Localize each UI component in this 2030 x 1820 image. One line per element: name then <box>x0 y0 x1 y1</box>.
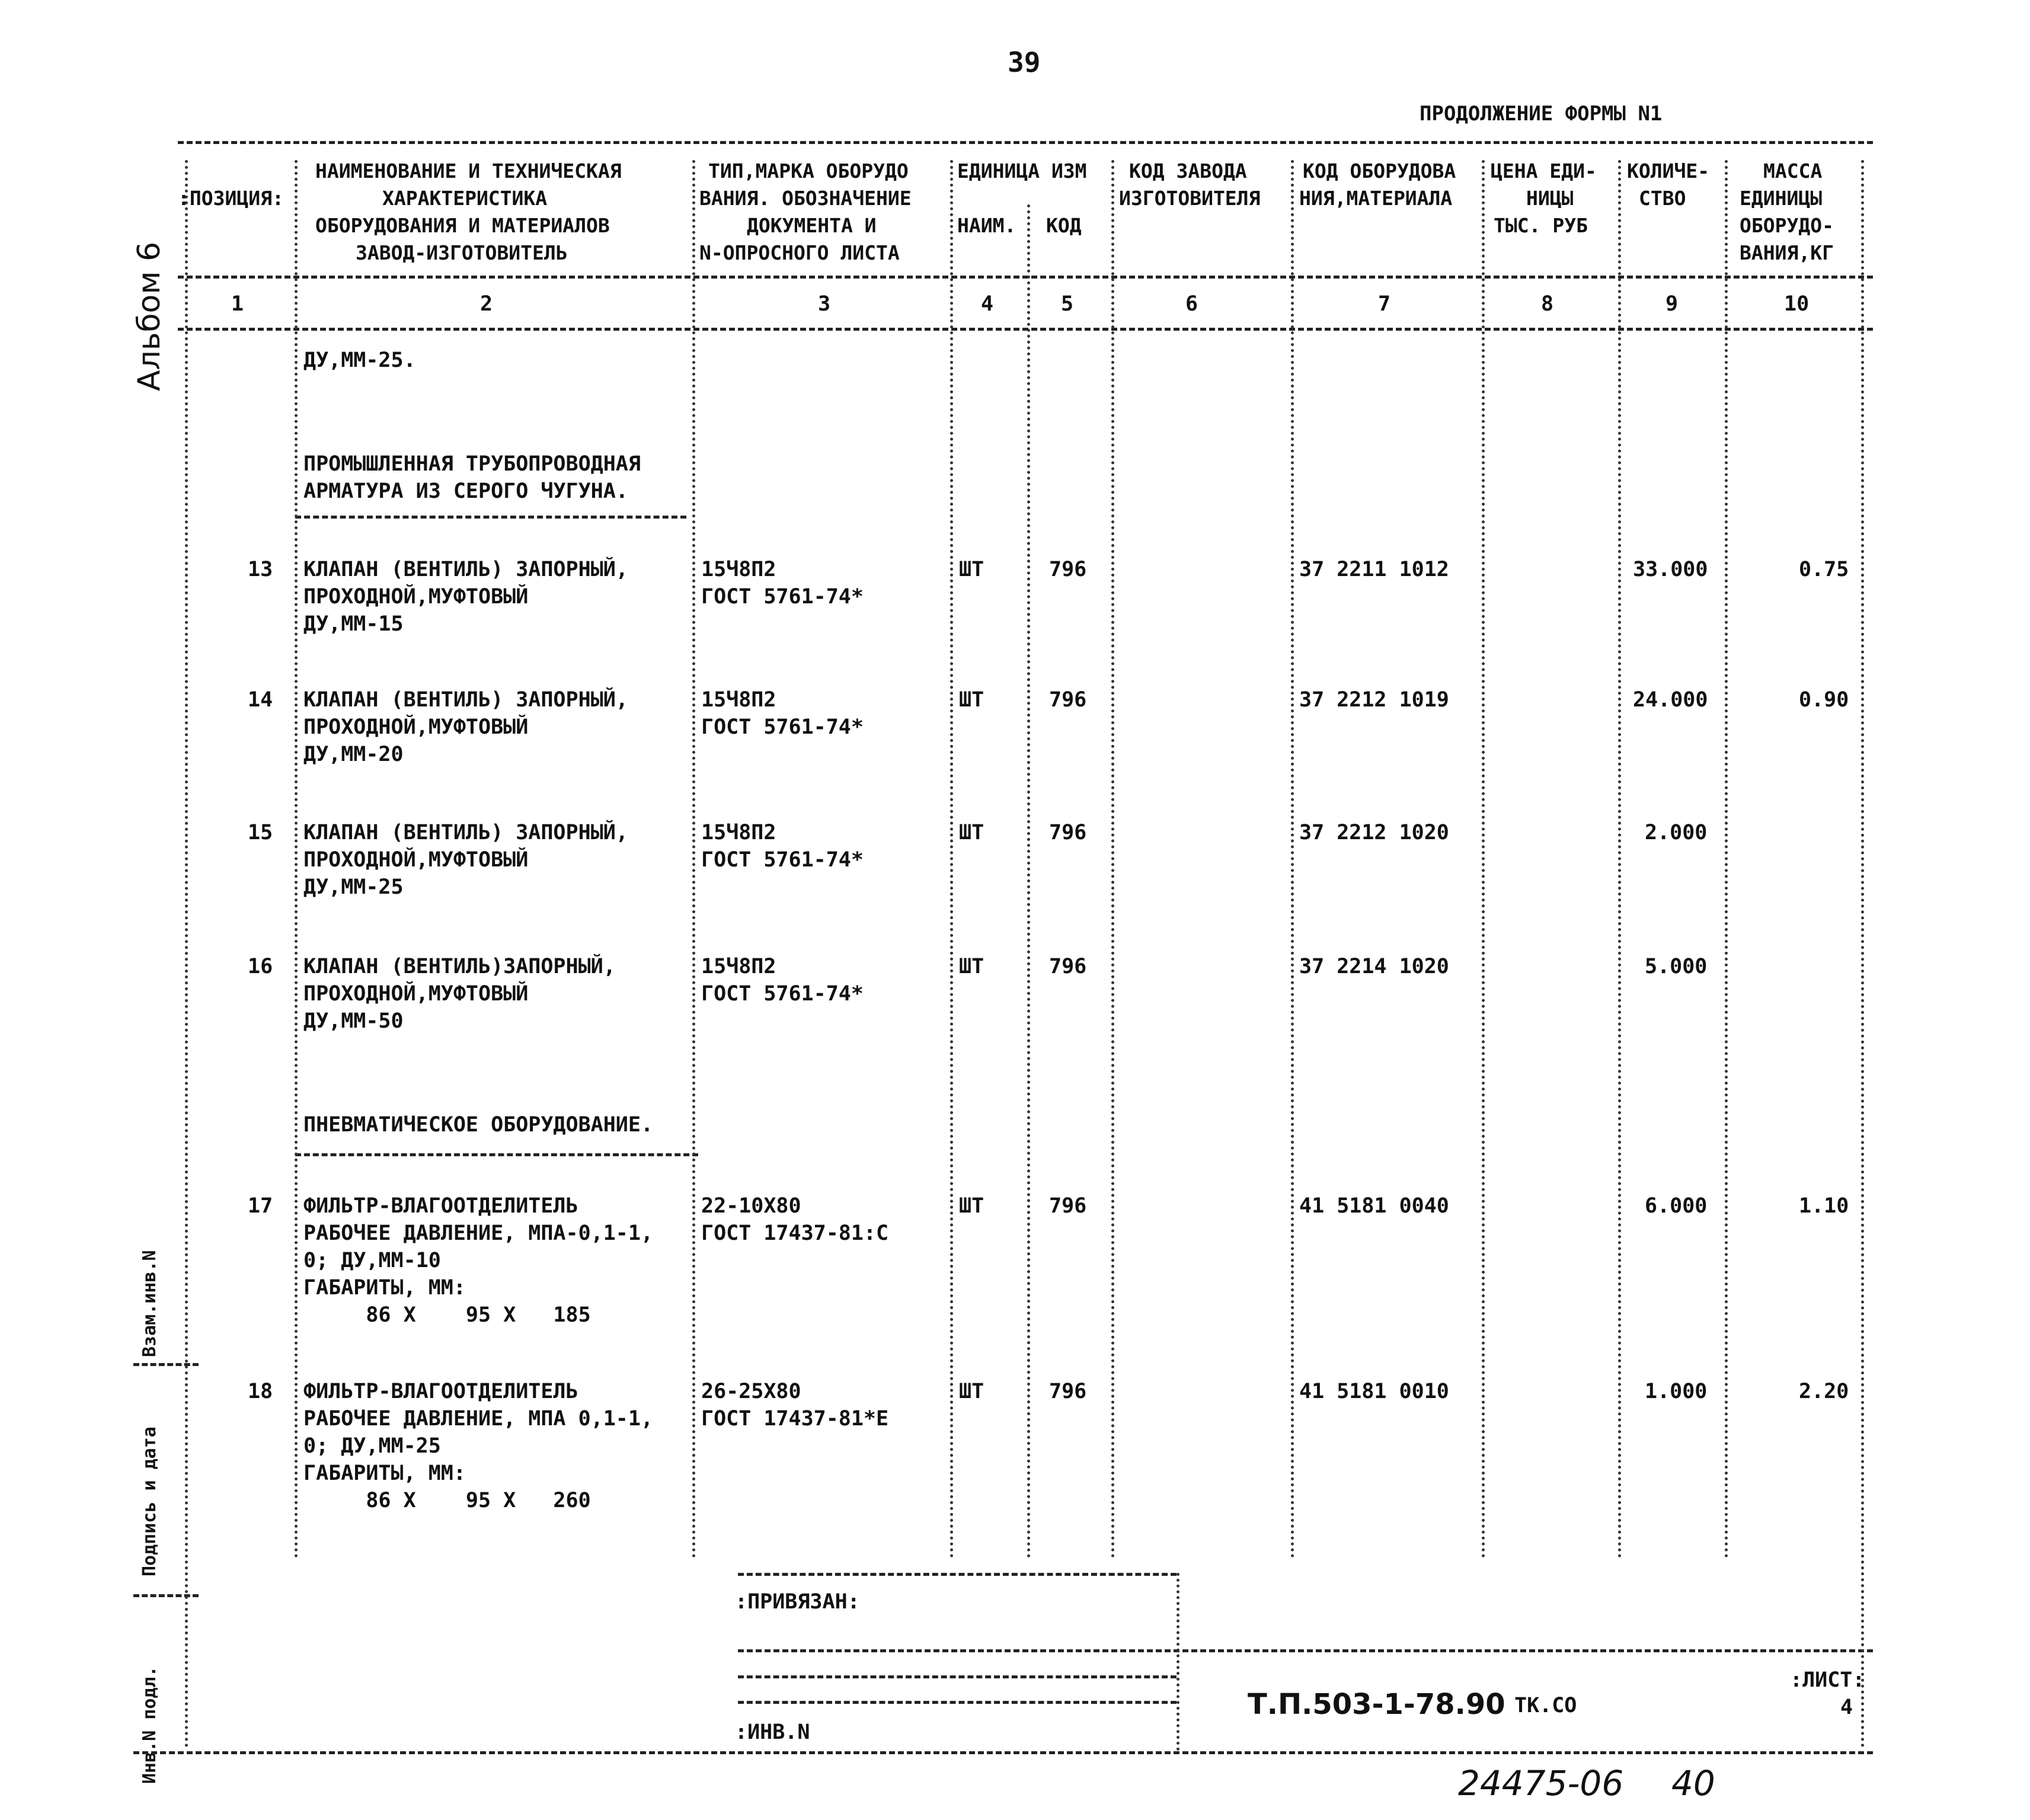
row15-unit-code: 796 <box>1049 821 1087 845</box>
stamp-sep <box>1177 1573 1179 1751</box>
header-col8-line2: НИЦЫ <box>1526 187 1574 210</box>
row18-name-5: 86 Х 95 Х 260 <box>303 1489 591 1512</box>
header-col2-line4: ЗАВОД-ИЗГОТОВИТЕЛЬ <box>356 241 568 264</box>
row14-qty: 24.000 <box>1633 688 1708 712</box>
row13-pos: 13 <box>248 558 273 581</box>
header-col10-line1: МАССА <box>1763 159 1823 183</box>
row13-name-2: ПРОХОДНОЙ,МУФТОВЫЙ <box>303 585 529 609</box>
row17-name-5: 86 Х 95 Х 185 <box>303 1303 591 1327</box>
row15-name-3: ДУ,ММ-25 <box>303 875 404 899</box>
stamp-label-inv-original: Инв.N подл. <box>139 1666 160 1784</box>
header-col6-line1: КОД ЗАВОДА <box>1129 159 1247 183</box>
album-label: Альбом 6 <box>132 241 167 391</box>
row15-name-2: ПРОХОДНОЙ,МУФТОВЫЙ <box>303 848 529 872</box>
section1-title-line2: АРМАТУРА ИЗ СЕРОГО ЧУГУНА. <box>303 479 628 503</box>
stamp-sheet-label: :ЛИСТ: <box>1790 1668 1865 1692</box>
section1-underline <box>295 516 686 519</box>
header-col10-line2: ЕДИНИЦЫ <box>1740 187 1823 210</box>
header-col10-line3: ОБОРУДО- <box>1740 214 1834 237</box>
row17-qty: 6.000 <box>1645 1194 1708 1218</box>
table-bottom-rule <box>133 1751 1873 1754</box>
col-sep-3 <box>950 160 953 1559</box>
row15-name-1: КЛАПАН (ВЕНТИЛЬ) ЗАПОРНЫЙ, <box>303 821 628 845</box>
row18-pos: 18 <box>248 1380 273 1403</box>
row16-name-1: КЛАПАН (ВЕНТИЛЬ)ЗАПОРНЫЙ, <box>303 955 616 978</box>
row13-unit-code: 796 <box>1049 558 1087 581</box>
header-col3-line1: ТИП,МАРКА ОБОРУДО <box>708 159 909 183</box>
stamp-rule-3 <box>738 1701 1177 1704</box>
stamp-sheet-value: 4 <box>1840 1696 1853 1719</box>
stamp-rule-2 <box>738 1675 1177 1678</box>
row18-name-3: 0; ДУ,ММ-25 <box>303 1434 441 1458</box>
row16-name-2: ПРОХОДНОЙ,МУФТОВЫЙ <box>303 982 529 1006</box>
row14-code: 37 2212 1019 <box>1299 688 1449 712</box>
col-sep-0 <box>185 160 188 1748</box>
header-col7-line1: КОД ОБОРУДОВА <box>1303 159 1456 183</box>
colnum-10: 10 <box>1784 292 1810 316</box>
header-col5: КОД <box>1046 214 1082 237</box>
row18-name-1: ФИЛЬТР-ВЛАГООТДЕЛИТЕЛЬ <box>303 1380 578 1403</box>
row13-mass: 0.75 <box>1799 558 1849 581</box>
col-sep-9 <box>1725 160 1728 1559</box>
row13-unit: ШТ <box>959 558 984 581</box>
row15-qty: 2.000 <box>1645 821 1708 845</box>
col-sep-1 <box>295 160 298 1559</box>
header-col2-line3: ОБОРУДОВАНИЯ И МАТЕРИАЛОВ <box>315 214 610 237</box>
colnum-3: 3 <box>818 292 831 316</box>
header-col10-line4: ВАНИЯ,КГ <box>1740 241 1834 264</box>
colnum-1: 1 <box>231 292 244 316</box>
stamp-document-suffix: ТК.СО <box>1514 1694 1577 1717</box>
section2-underline <box>295 1153 698 1156</box>
row14-unit: ШТ <box>959 688 984 712</box>
row17-type-2: ГОСТ 17437-81:С <box>701 1221 889 1245</box>
stamp-document-code: Т.П.503-1-78.90 <box>1248 1688 1505 1721</box>
row15-code: 37 2212 1020 <box>1299 821 1449 845</box>
row17-code: 41 5181 0040 <box>1299 1194 1449 1218</box>
margin-divider-2 <box>133 1363 199 1366</box>
page-number: 39 <box>1008 46 1041 78</box>
row14-name-2: ПРОХОДНОЙ,МУФТОВЫЙ <box>303 715 529 739</box>
row18-type-2: ГОСТ 17437-81*Е <box>701 1407 889 1431</box>
row16-name-3: ДУ,ММ-50 <box>303 1009 404 1033</box>
header-col4: НАИМ. <box>957 214 1016 237</box>
row18-name-4: ГАБАРИТЫ, ММ: <box>303 1461 466 1485</box>
row13-code: 37 2211 1012 <box>1299 558 1449 581</box>
header-col3-line4: N-ОПРОСНОГО ЛИСТА <box>699 241 900 264</box>
colnum-9: 9 <box>1665 292 1679 316</box>
stamp-label-signature-date: Подпись и дата <box>139 1426 160 1576</box>
row18-qty: 1.000 <box>1645 1380 1708 1403</box>
row17-name-4: ГАБАРИТЫ, ММ: <box>303 1276 466 1300</box>
row17-mass: 1.10 <box>1799 1194 1849 1218</box>
row16-qty: 5.000 <box>1645 955 1708 978</box>
header-col8-line1: ЦЕНА ЕДИ- <box>1491 159 1597 183</box>
row17-name-3: 0; ДУ,ММ-10 <box>303 1249 441 1272</box>
row17-type-1: 22-10Х80 <box>701 1194 801 1218</box>
row18-name-2: РАБОЧЕЕ ДАВЛЕНИЕ, МПА 0,1-1, <box>303 1407 654 1431</box>
row17-name-2: РАБОЧЕЕ ДАВЛЕНИЕ, МПА-0,1-1, <box>303 1221 654 1245</box>
row16-unit-code: 796 <box>1049 955 1087 978</box>
stamp-tied-label: :ПРИВЯЗАН: <box>735 1590 860 1614</box>
header-col1: :ПОЗИЦИЯ: <box>178 187 284 210</box>
handwritten-page-number: 40 <box>1671 1763 1715 1803</box>
col-sep-7 <box>1482 160 1485 1559</box>
row15-pos: 15 <box>248 821 273 845</box>
margin-divider-1 <box>133 1594 199 1597</box>
row17-unit: ШТ <box>959 1194 984 1218</box>
row16-code: 37 2214 1020 <box>1299 955 1449 978</box>
stamp-rule-1 <box>738 1649 1873 1652</box>
stamp-label-replaced-inv: Взам.инв.N <box>139 1250 160 1357</box>
colnum-7: 7 <box>1378 292 1391 316</box>
row16-type-2: ГОСТ 5761-74* <box>701 982 864 1006</box>
row15-type-1: 15Ч8П2 <box>701 821 776 845</box>
row16-pos: 16 <box>248 955 273 978</box>
row13-name-1: КЛАПАН (ВЕНТИЛЬ) ЗАПОРНЫЙ, <box>303 558 628 581</box>
row14-pos: 14 <box>248 688 273 712</box>
stamp-inv-label: :ИНВ.N <box>735 1720 810 1744</box>
colnum-2: 2 <box>480 292 493 316</box>
row16-type-1: 15Ч8П2 <box>701 955 776 978</box>
row18-code: 41 5181 0010 <box>1299 1380 1449 1403</box>
row14-name-3: ДУ,ММ-20 <box>303 743 404 766</box>
header-col6-line2: ИЗГОТОВИТЕЛЯ <box>1119 187 1261 210</box>
table-top-rule <box>178 141 1873 144</box>
colnum-4: 4 <box>981 292 994 316</box>
row18-mass: 2.20 <box>1799 1380 1849 1403</box>
col-sep-2 <box>692 160 695 1559</box>
col-sep-10 <box>1861 160 1864 1748</box>
row13-name-3: ДУ,ММ-15 <box>303 612 404 636</box>
row17-pos: 17 <box>248 1194 273 1218</box>
colnum-6: 6 <box>1185 292 1198 316</box>
header-col2-line1: НАИМЕНОВАНИЕ И ТЕХНИЧЕСКАЯ <box>315 159 622 183</box>
header-col3-line2: ВАНИЯ. ОБОЗНАЧЕНИЕ <box>699 187 912 210</box>
section1-title-line1: ПРОМЫШЛЕННАЯ ТРУБОПРОВОДНАЯ <box>303 452 641 476</box>
colnum-5: 5 <box>1061 292 1074 316</box>
col-sep-6 <box>1291 160 1294 1559</box>
row14-mass: 0.90 <box>1799 688 1849 712</box>
colnum-8: 8 <box>1541 292 1554 316</box>
row14-type-2: ГОСТ 5761-74* <box>701 715 864 739</box>
row14-name-1: КЛАПАН (ВЕНТИЛЬ) ЗАПОРНЫЙ, <box>303 688 628 712</box>
col-sep-8 <box>1618 160 1621 1559</box>
header-col3-line3: ДОКУМЕНТА И <box>747 214 877 237</box>
row15-type-2: ГОСТ 5761-74* <box>701 848 864 872</box>
row18-unit-code: 796 <box>1049 1380 1087 1403</box>
handwritten-archive-number: 24475-06 <box>1458 1763 1624 1803</box>
col-sep-5 <box>1111 160 1114 1559</box>
row18-unit: ШТ <box>959 1380 984 1403</box>
row13-type-1: 15Ч8П2 <box>701 558 776 581</box>
header-unit-group: ЕДИНИЦА ИЗМ <box>957 159 1087 183</box>
header-col2-line2: ХАРАКТЕРИСТИКА <box>382 187 548 210</box>
row16-unit: ШТ <box>959 955 984 978</box>
row18-type-1: 26-25Х80 <box>701 1380 801 1403</box>
row17-unit-code: 796 <box>1049 1194 1087 1218</box>
header-col7-line2: НИЯ,МАТЕРИАЛА <box>1299 187 1453 210</box>
row15-unit: ШТ <box>959 821 984 845</box>
appendix-title: ПРОДОЛЖЕНИЕ ФОРМЫ N1 <box>1420 102 1663 126</box>
continuation-line: ДУ,ММ-25. <box>303 348 416 372</box>
col-sep-4 <box>1027 204 1030 1559</box>
header-col9-line2: СТВО <box>1639 187 1686 210</box>
row17-name-1: ФИЛЬТР-ВЛАГООТДЕЛИТЕЛЬ <box>303 1194 578 1218</box>
row14-unit-code: 796 <box>1049 688 1087 712</box>
row14-type-1: 15Ч8П2 <box>701 688 776 712</box>
section2-title: ПНЕВМАТИЧЕСКОЕ ОБОРУДОВАНИЕ. <box>303 1113 654 1137</box>
header-col9-line1: КОЛИЧЕ- <box>1627 159 1710 183</box>
stamp-top-rule <box>738 1573 1177 1576</box>
header-col8-line3: ТЫС. РУБ <box>1494 214 1588 237</box>
row13-type-2: ГОСТ 5761-74* <box>701 585 864 609</box>
row13-qty: 33.000 <box>1633 558 1708 581</box>
